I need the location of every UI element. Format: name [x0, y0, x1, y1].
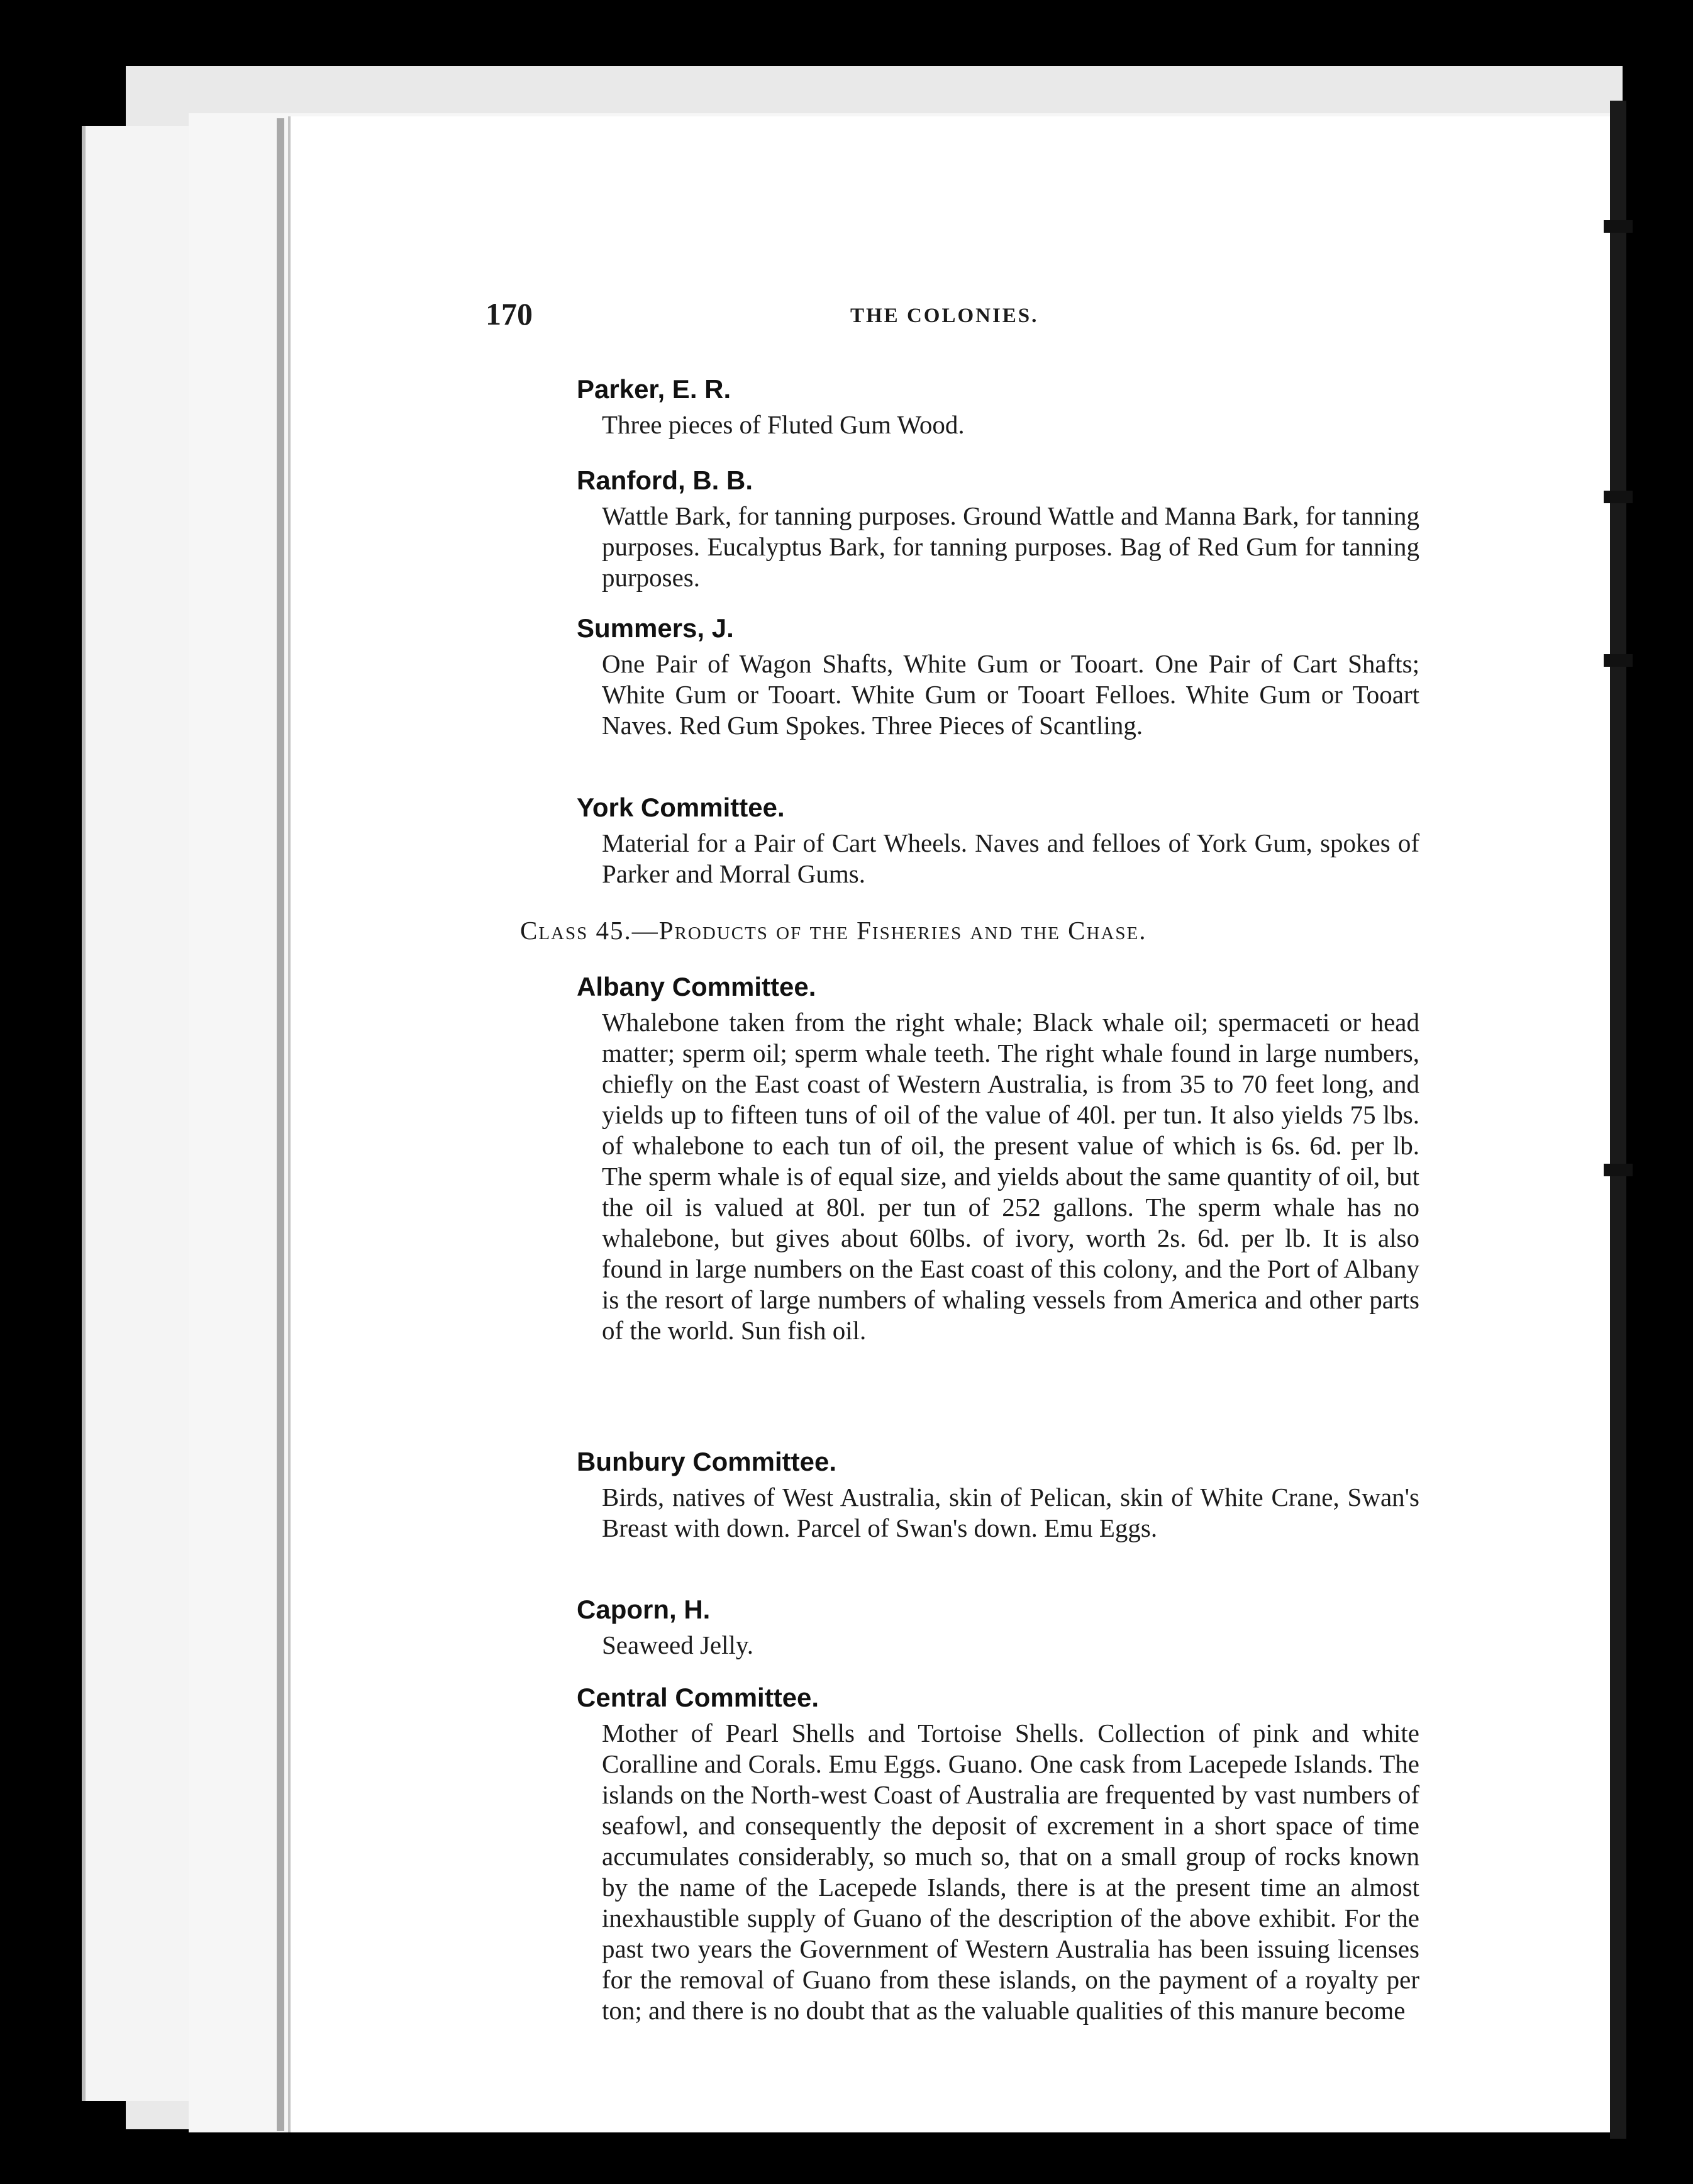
exhibitor-entry	[577, 613, 1693, 741]
exhibitor-entry	[577, 1683, 1693, 2026]
book-binding	[1610, 101, 1626, 2139]
exhibitor-entry	[577, 1595, 1693, 1661]
exhibit-description: Whalebone taken from the right whale; Black whale oil; spermaceti or head matter; sperm oil; sperm whale teeth. The right whale found in large numbers, chiefly on the East coast of Western Australia, is from 35 to 70 feet long, and yields up to fifteen tuns of oil of the value of 40l. per tun. It also yields 75 lbs. of whalebone to each tun of oil, the present value of which is 6s. 6d. per lb. The sperm whale is of equal size, and yields about the same quantity of oil, but the oil is valued at 80l. per tun of 252 gallons. The sperm whale has no whalebone, but gives about 60lbs. of ivory, worth 2s. 6d. per lb. It is also found in large numbers on the East coast of this colony, and the Port of Albany is the resort of large numbers of whaling vessels from America and other parts of the world. Sun fish oil.	[602, 1008, 1419, 1345]
exhibit-description: Material for a Pair of Cart Wheels. Naves and felloes of York Gum, spokes of Parker and Morral Gums.	[602, 828, 1419, 888]
binding-tab	[1604, 220, 1633, 233]
exhibitor-name: Ranford, B. B.	[577, 465, 753, 495]
exhibitor-name: Summers, J.	[577, 613, 734, 643]
exhibitor-name: York Committee.	[577, 793, 785, 822]
exhibitor-name: Parker, E. R.	[577, 374, 731, 404]
exhibit-description: Seaweed Jelly.	[602, 1630, 753, 1659]
exhibit-description: Birds, natives of West Australia, skin of Pelican, skin of White Crane, Swan's Breast with down. Parcel of Swan's down. Emu Eggs.	[602, 1483, 1419, 1542]
exhibit-description: Wattle Bark, for tanning purposes. Ground Wattle and Manna Bark, for tanning purposes. Eucalyptus Bark, for tanning purposes. Bag of Red Gum for tanning purposes.	[602, 501, 1419, 592]
exhibitor-entry	[577, 793, 1693, 889]
exhibit-description: Mother of Pearl Shells and Tortoise Shells. Collection of pink and white Coralline and Corals. Emu Eggs. Guano. One cask from Lacepede Islands. The islands on the North-west Coast of Australia are frequented by vast numbers of seafowl, and consequently the deposit of excrement in a short space of time accumulates considerably, so much so, that on a small group of rocks known by the name of the Lacepede Islands, there is at the present time an almost inexhaustible supply of Guano of the description of the above exhibit. For the past two years the Government of Western Australia has been issuing licenses for the removal of Guano from these islands, on the payment of a royalty per ton; and there is no doubt that as the valuable qualities of this manure become	[602, 1719, 1419, 2025]
binding-tab	[1604, 654, 1633, 667]
page-number: 170	[486, 296, 533, 332]
book-page	[288, 116, 1623, 2132]
exhibitor-entry	[577, 972, 1693, 1346]
header-title: THE COLONIES.	[850, 304, 1039, 327]
exhibitor-entry	[577, 1447, 1693, 1544]
class-heading: Class 45.—Products of the Fisheries and the Chase.	[520, 916, 1147, 945]
exhibitor-name: Albany Committee.	[577, 972, 816, 1001]
binding-tab	[1604, 491, 1633, 503]
binding-tab	[1604, 1164, 1633, 1176]
exhibitor-name: Caporn, H.	[577, 1595, 711, 1624]
exhibit-description: Three pieces of Fluted Gum Wood.	[602, 410, 965, 439]
page-edge	[277, 118, 284, 2131]
exhibitor-name: Bunbury Committee.	[577, 1447, 837, 1476]
exhibitor-entry	[577, 465, 1693, 593]
exhibitor-entry	[577, 374, 1693, 440]
exhibit-description: One Pair of Wagon Shafts, White Gum or Tooart. One Pair of Cart Shafts; White Gum or Tooart. White Gum or Tooart Felloes. White Gum or Tooart Naves. Red Gum Spokes. Three Pieces of Scantling.	[602, 649, 1419, 740]
exhibitor-name: Central Committee.	[577, 1683, 819, 1712]
